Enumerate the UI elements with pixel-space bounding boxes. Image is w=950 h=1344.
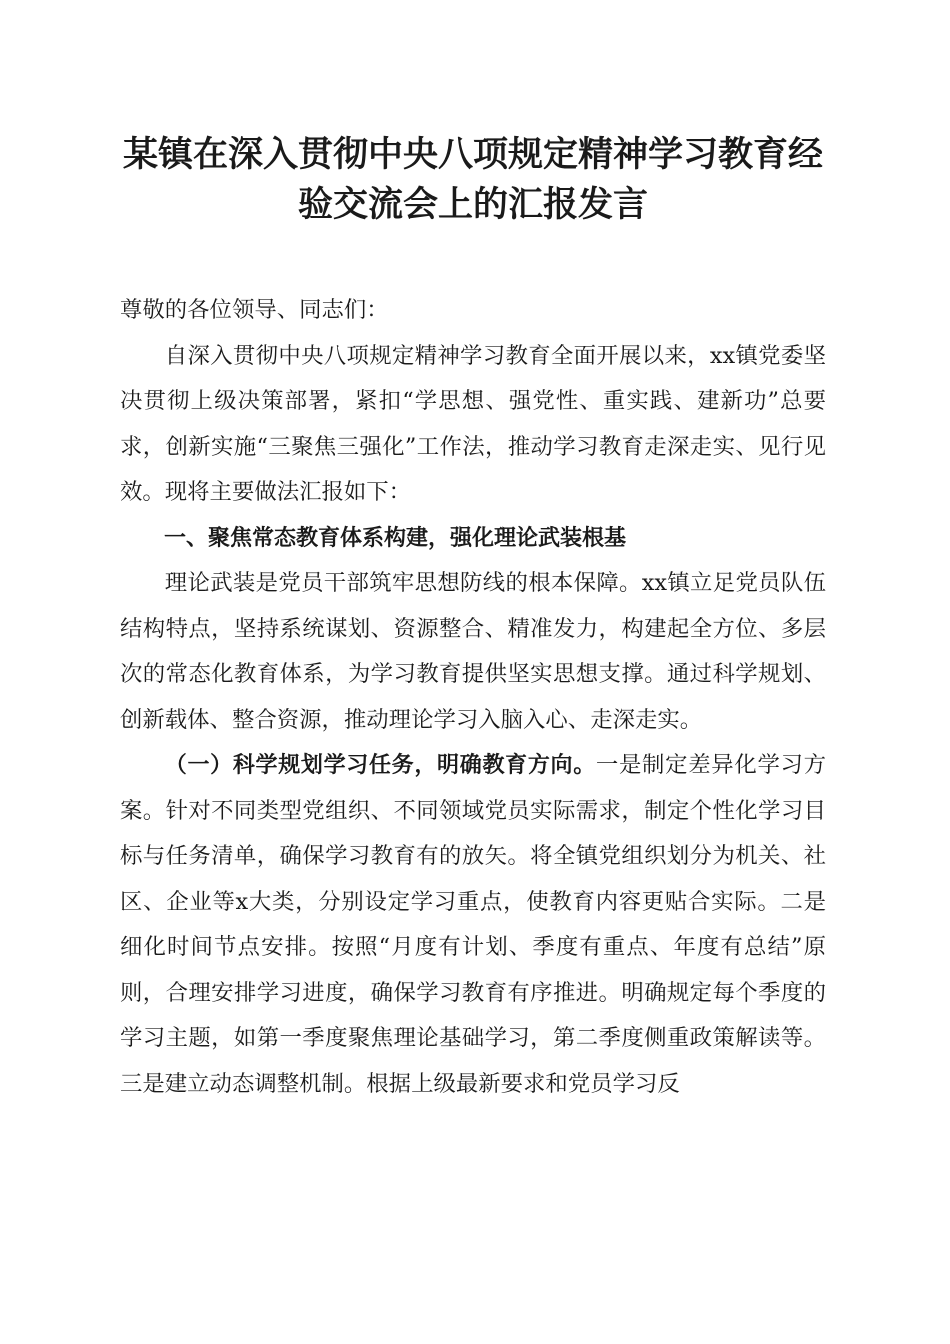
subsection-1-heading: （一）科学规划学习任务，明确教育方向。 [164, 753, 596, 778]
subsection-1-paragraph [120, 743, 826, 1107]
title-line-2: 验交流会上的汇报发言 [297, 184, 648, 225]
document-title [110, 130, 836, 230]
section-1-paragraph: 理论武装是党员干部筑牢思想防线的根本保障。xx镇立足党员队伍结构特点，坚持系统谋划、资源整合、精准发力，构建起全方位、多层次的常态化教育体系，为学习教育提供坚实思想支撑。通过科学规划、创新载体、整合资源，推动理论学习入脑入心、走深走实。 [120, 570, 826, 733]
document-page [120, 130, 826, 1107]
subsection-1-body: 一是制定差异化学习方案。针对不同类型党组织、不同领域党员实际需求，制定个性化学习目标与任务清单，确保学习教育有的放矢。将全镇党组织划分为机关、社区、企业等x大类，分别设定学习重点，使教育内容更贴合实际。二是细化时间节点安排。按照“月度有计划、季度有重点、年度有总结”原则，合理安排学习进度，确保学习教育有序推进。明确规定每个季度的学习主题，如第一季度聚焦理论基础学习，第二季度侧重政策解读等。三是建立动态调整机制。根据上级最新要求和党员学习反 [120, 752, 826, 1097]
intro-paragraph: 自深入贯彻中央八项规定精神学习教育全面开展以来，xx镇党委坚决贯彻上级决策部署，紧扣“学思想、强党性、重实践、建新功”总要求，创新实施“三聚焦三强化”工作法，推动学习教育走深走实、见行见效。现将主要做法汇报如下： [120, 342, 826, 505]
document-body [120, 288, 826, 1107]
section-1-heading: 一、聚焦常态教育体系构建，强化理论武装根基 [164, 525, 627, 551]
title-line-1: 某镇在深入贯彻中央八项规定精神学习教育经 [122, 134, 823, 175]
salutation: 尊敬的各位领导、同志们： [120, 297, 389, 323]
